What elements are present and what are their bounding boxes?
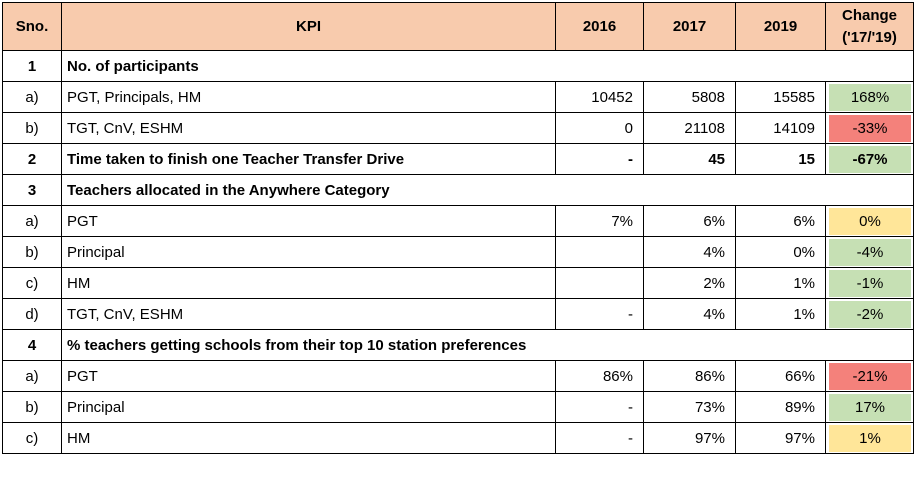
value-2019: 1%	[736, 268, 826, 299]
table-row	[3, 237, 914, 268]
value-2019: 14109	[736, 113, 826, 144]
change-cell	[826, 299, 914, 330]
value-2017: 45	[644, 144, 736, 175]
value-2017: 2%	[644, 268, 736, 299]
change-cell	[826, 361, 914, 392]
value-2016: -	[556, 392, 644, 423]
value-2016	[556, 237, 644, 268]
header-change-line2: ('17/'19)	[842, 28, 897, 46]
row-sno: c)	[3, 423, 62, 454]
value-2019: 15585	[736, 82, 826, 113]
table-body	[3, 51, 914, 454]
kpi-label: Time taken to finish one Teacher Transfer Drive	[62, 144, 556, 175]
value-2019: 15	[736, 144, 826, 175]
row-sno: a)	[3, 206, 62, 237]
kpi-label: TGT, CnV, ESHM	[62, 299, 556, 330]
value-2016: -	[556, 299, 644, 330]
header-sno: Sno.	[3, 3, 62, 51]
change-cell	[826, 392, 914, 423]
change-cell	[826, 268, 914, 299]
table-header	[3, 3, 914, 51]
change-badge: 17%	[829, 394, 911, 421]
row-sno: 1	[3, 51, 62, 82]
section-title: No. of participants	[62, 51, 914, 82]
table-row	[3, 392, 914, 423]
value-2017: 6%	[644, 206, 736, 237]
table-row	[3, 268, 914, 299]
value-2017: 4%	[644, 237, 736, 268]
kpi-label: Principal	[62, 237, 556, 268]
header-change	[826, 3, 914, 51]
table-row	[3, 82, 914, 113]
section-row	[3, 144, 914, 175]
row-sno: c)	[3, 268, 62, 299]
value-2017: 97%	[644, 423, 736, 454]
change-badge: 1%	[829, 425, 911, 452]
value-2016: 86%	[556, 361, 644, 392]
value-2017: 4%	[644, 299, 736, 330]
section-row	[3, 330, 914, 361]
value-2019: 66%	[736, 361, 826, 392]
value-2016: 0	[556, 113, 644, 144]
value-2019: 89%	[736, 392, 826, 423]
header-2016: 2016	[556, 3, 644, 51]
change-cell	[826, 82, 914, 113]
change-badge: -4%	[829, 239, 911, 266]
change-badge: -67%	[829, 146, 911, 173]
value-2016: -	[556, 144, 644, 175]
table-row	[3, 113, 914, 144]
change-badge: -33%	[829, 115, 911, 142]
section-row	[3, 51, 914, 82]
kpi-label: PGT, Principals, HM	[62, 82, 556, 113]
table-row	[3, 423, 914, 454]
kpi-label: Principal	[62, 392, 556, 423]
change-cell	[826, 113, 914, 144]
change-badge: 168%	[829, 84, 911, 111]
header-change-line1: Change	[841, 6, 897, 24]
header-2017: 2017	[644, 3, 736, 51]
header-row	[3, 3, 914, 51]
section-title: Teachers allocated in the Anywhere Category	[62, 175, 914, 206]
value-2016: -	[556, 423, 644, 454]
row-sno: b)	[3, 237, 62, 268]
row-sno: a)	[3, 361, 62, 392]
section-row	[3, 175, 914, 206]
change-badge: -2%	[829, 301, 911, 328]
value-2017: 73%	[644, 392, 736, 423]
row-sno: 2	[3, 144, 62, 175]
value-2019: 1%	[736, 299, 826, 330]
value-2017: 5808	[644, 82, 736, 113]
value-2019: 0%	[736, 237, 826, 268]
change-cell	[826, 423, 914, 454]
kpi-label: PGT	[62, 361, 556, 392]
change-cell	[826, 237, 914, 268]
row-sno: d)	[3, 299, 62, 330]
value-2016: 10452	[556, 82, 644, 113]
change-badge: 0%	[829, 208, 911, 235]
change-cell	[826, 144, 914, 175]
table-row	[3, 206, 914, 237]
value-2019: 6%	[736, 206, 826, 237]
kpi-table	[2, 2, 914, 454]
change-badge: -1%	[829, 270, 911, 297]
row-sno: a)	[3, 82, 62, 113]
value-2016	[556, 268, 644, 299]
change-cell	[826, 206, 914, 237]
kpi-label: HM	[62, 268, 556, 299]
header-kpi: KPI	[62, 3, 556, 51]
kpi-label: HM	[62, 423, 556, 454]
value-2019: 97%	[736, 423, 826, 454]
change-badge: -21%	[829, 363, 911, 390]
table-row	[3, 299, 914, 330]
kpi-label: PGT	[62, 206, 556, 237]
header-2019: 2019	[736, 3, 826, 51]
row-sno: b)	[3, 392, 62, 423]
kpi-label: TGT, CnV, ESHM	[62, 113, 556, 144]
value-2017: 86%	[644, 361, 736, 392]
table-row	[3, 361, 914, 392]
value-2016: 7%	[556, 206, 644, 237]
section-title: % teachers getting schools from their top 10 station preferences	[62, 330, 914, 361]
row-sno: 3	[3, 175, 62, 206]
row-sno: b)	[3, 113, 62, 144]
value-2017: 21108	[644, 113, 736, 144]
row-sno: 4	[3, 330, 62, 361]
